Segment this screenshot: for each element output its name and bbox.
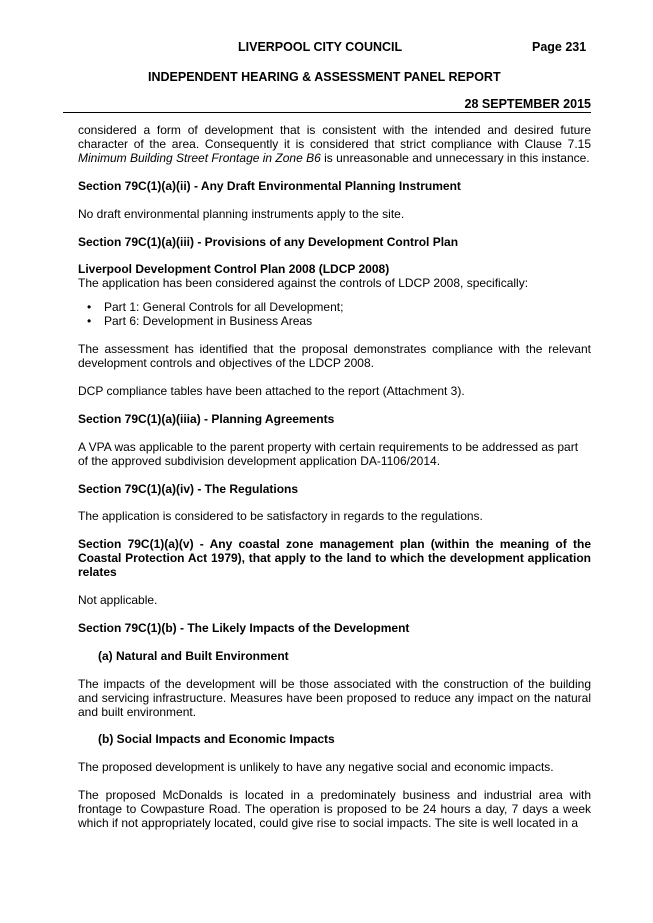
clause-title: Minimum Building Street Frontage in Zone B6 [78,150,321,165]
list-item: • Part 1: General Controls for all Development; [87,300,344,315]
paragraph-natural-built: The impacts of the development will be those associated with the construction of the building and servicing infrastructure. Measures have been proposed to reduce any impact on the natural and built environment. [78,676,591,719]
header-rule [63,112,591,113]
report-title: INDEPENDENT HEARING & ASSESSMENT PANEL REPORT [148,70,501,84]
paragraph-vpa: A VPA was applicable to the parent property with certain requirements to be addressed as part of the approved subdivision development application DA-1106/2014. [78,439,579,468]
paragraph-dcp-tables: DCP compliance tables have been attached to the report (Attachment 3). [78,383,465,398]
ldcp-parts-list [78,301,591,329]
heading-social-economic: (b) Social Impacts and Economic Impacts [98,732,335,747]
paragraph-draft-epi: No draft environmental planning instruments apply to the site. [78,206,405,221]
heading-coastal: Section 79C(1)(a)(v) - Any coastal zone management plan (within the meaning of the Coastal Protection Act 1979), that apply to the land to which the development application relates [78,537,591,580]
bullet-icon: • [87,314,92,329]
list-item: • Part 6: Development in Business Areas [87,314,313,329]
page-number: Page 231 [532,40,587,54]
bullet-icon: • [87,300,92,315]
heading-natural-built: (a) Natural and Built Environment [98,648,289,663]
council-name: LIVERPOOL CITY COUNCIL [238,40,403,54]
paragraph-social: The proposed development is unlikely to have any negative social and economic impacts. [78,760,554,775]
paragraph-not-applicable: Not applicable. [78,593,158,608]
heading-draft-epi: Section 79C(1)(a)(ii) - Any Draft Environmental Planning Instrument [78,178,461,193]
heading-likely-impacts: Section 79C(1)(b) - The Likely Impacts of the Development [78,620,410,635]
heading-regulations: Section 79C(1)(a)(iv) - The Regulations [78,481,299,496]
heading-dcp: Section 79C(1)(a)(iii) - Provisions of any Development Control Plan [78,234,459,249]
paragraph-character: considered a form of development that is consistent with the intended and desired future character of the area. Consequently it is considered that strict compliance with Clause 7.15 Minimum Building Street Frontage in Zone B6 is unreasonable and unnecessary in this instance. [78,123,591,165]
paragraph-ldcp: The application has been considered against the controls of LDCP 2008, specifically: [78,276,529,291]
paragraph-regulations: The application is considered to be satisfactory in regards to the regulations. [78,509,483,524]
paragraph-mcdonalds: The proposed McDonalds is located in a predominately business and industrial area with frontage to Cowpasture Road. The operation is proposed to be 24 hours a day, 7 days a week which if not appropriately located, could give rise to social impacts. The site is well located in a [78,788,591,831]
heading-planning-agreements: Section 79C(1)(a)(iiia) - Planning Agreements [78,411,335,426]
heading-ldcp: Liverpool Development Control Plan 2008 (LDCP 2008) [78,262,390,277]
report-body [78,124,591,831]
report-date: 28 SEPTEMBER 2015 [464,97,591,111]
paragraph-assessment: The assessment has identified that the proposal demonstrates compliance with the relevant development controls and objectives of the LDCP 2008. [78,342,591,370]
